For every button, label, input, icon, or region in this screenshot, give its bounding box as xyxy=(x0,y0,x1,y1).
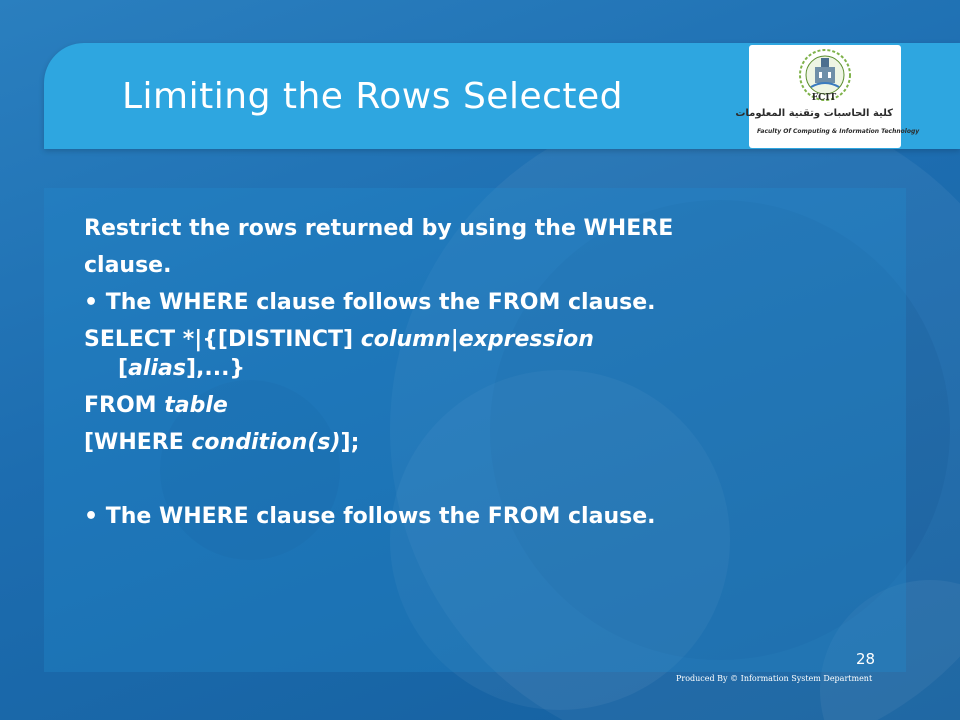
slide-body xyxy=(84,210,804,535)
logo-abbreviation: FCIT xyxy=(811,93,837,103)
sql-where-close: ]; xyxy=(340,430,360,455)
body-line-1: Restrict the rows returned by using the WHERE xyxy=(84,216,674,241)
page-number: 28 xyxy=(856,650,876,668)
sql-column-placeholder: column|expression xyxy=(360,327,594,352)
sql-condition-placeholder: condition(s) xyxy=(191,430,341,455)
sql-table-placeholder: table xyxy=(164,393,228,418)
sql-where-line xyxy=(84,424,804,461)
body-spacer xyxy=(84,461,804,498)
sql-select-keyword: SELECT *|{[DISTINCT] xyxy=(84,327,361,352)
body-line-2: clause. xyxy=(84,253,172,278)
credit-footer: Produced By © Information System Department xyxy=(676,674,873,683)
bullet-where-follows-from: • The WHERE clause follows the FROM clause. xyxy=(84,290,656,315)
logo-arabic-name: كلية الحاسبات وتقنية المعلومات xyxy=(735,108,893,119)
logo-english-name: Faculty Of Computing & Information Technology xyxy=(757,128,920,135)
fcit-logo xyxy=(735,45,920,148)
sql-from-keyword: FROM xyxy=(84,393,165,418)
sql-alias-close: ],...} xyxy=(185,356,246,381)
sql-from-line xyxy=(84,387,804,424)
sql-alias-open: [ xyxy=(118,356,129,381)
sql-where-open: [WHERE xyxy=(84,430,192,455)
bullet-where-follows-from-repeat: • The WHERE clause follows the FROM clause. xyxy=(84,504,656,529)
sql-alias-placeholder: alias xyxy=(128,356,186,381)
slide-title: Limiting the Rows Selected xyxy=(122,76,624,117)
